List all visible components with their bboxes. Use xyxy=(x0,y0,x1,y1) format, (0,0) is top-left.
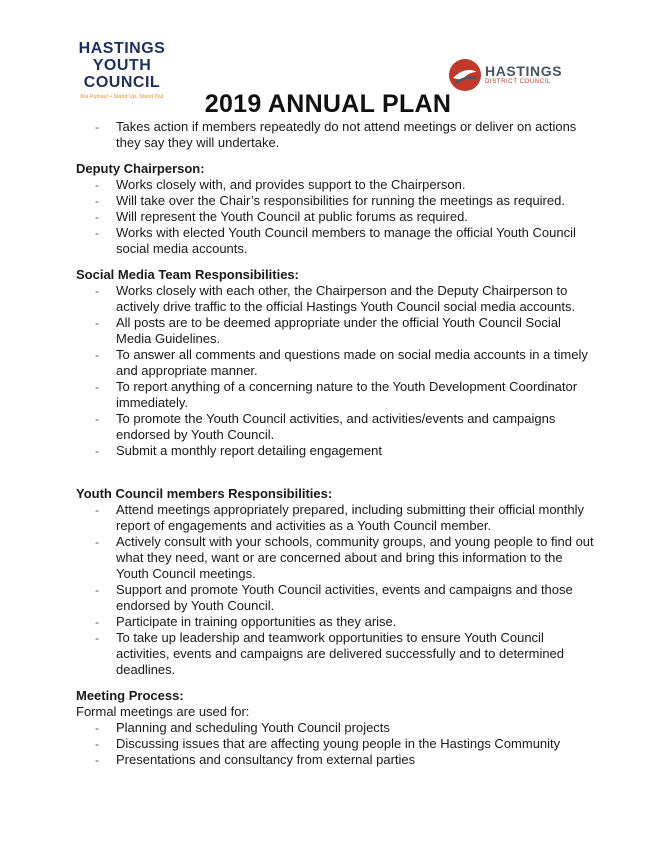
youth-council-members-heading: Youth Council members Responsibilities: xyxy=(76,486,333,501)
meeting-process-intro: Formal meetings are used for: xyxy=(76,704,250,719)
list-item: - To report anything of a concerning nature to the Youth Development Coordinator immediately. xyxy=(95,379,578,410)
logo-line-3: COUNCIL xyxy=(83,74,161,91)
document-body xyxy=(76,119,596,768)
deputy-chairperson-list xyxy=(76,177,596,257)
meeting-process-heading: Meeting Process: xyxy=(76,688,184,703)
list-item: - Submit a monthly report detailing engagement xyxy=(95,443,382,458)
list-item: - Takes action if members repeatedly do not attend meetings or deliver on actions they say they will undertake. xyxy=(95,119,577,150)
logo-line-1: HASTINGS xyxy=(78,40,166,57)
list-item: - To answer all comments and questions made on social media accounts in a timely and appropriate manner. xyxy=(95,347,588,378)
logo-tagline: Kia Pumau! • Stand Up, Stand Out xyxy=(80,94,164,100)
social-media-team-heading: Social Media Team Responsibilities: xyxy=(76,267,299,282)
social-media-team-list xyxy=(76,283,596,459)
list-item: - Will represent the Youth Council at public forums as required. xyxy=(95,209,468,224)
list-item: - Works closely with, and provides support to the Chairperson. xyxy=(95,177,466,192)
list-item: - Planning and scheduling Youth Council projects xyxy=(95,720,390,735)
list-item: - Works with elected Youth Council members to manage the official Youth Council social media accounts. xyxy=(95,225,576,256)
youth-council-members-list xyxy=(76,502,596,678)
logo-line-2: YOUTH xyxy=(92,57,152,74)
list-item: - To promote the Youth Council activities, and activities/events and campaigns endorsed by Youth Council. xyxy=(95,411,556,442)
list-item: - Attend meetings appropriately prepared, including submitting their official monthly report of engagements and activities as a Youth Council member. xyxy=(95,502,585,533)
list-item: - Will take over the Chair’s responsibilities for running the meetings as required. xyxy=(95,193,565,208)
list-item: - Actively consult with your schools, community groups, and young people to find out what they need, want or are concerned about and bring this information to the Youth Council meetings. xyxy=(95,534,594,581)
hdc-subtitle: DISTRICT COUNCIL xyxy=(485,79,551,85)
meeting-process-list xyxy=(76,720,596,768)
hdc-emblem-icon xyxy=(448,58,482,92)
list-item: - Participate in training opportunities as they arise. xyxy=(95,614,397,629)
list-item: - Support and promote Youth Council activities, events and campaigns and those endorsed by Youth Council. xyxy=(95,582,573,613)
hdc-name: HASTINGS xyxy=(485,63,563,79)
continuation-list xyxy=(76,119,596,151)
page-title: 2019 ANNUAL PLAN xyxy=(204,90,452,118)
list-item: - Works closely with each other, the Chairperson and the Deputy Chairperson to actively drive traffic to the official Hastings Youth Council social media accounts. xyxy=(95,283,576,314)
deputy-chairperson-heading: Deputy Chairperson: xyxy=(76,161,205,176)
list-item: - Presentations and consultancy from external parties xyxy=(95,752,416,767)
list-item: - All posts are to be deemed appropriate under the official Youth Council Social Media Guidelines. xyxy=(95,315,561,346)
hastings-district-council-logo xyxy=(448,57,562,93)
list-item: - To take up leadership and teamwork opportunities to ensure Youth Council activities, events and campaigns are delivered successfully and to determined deadlines. xyxy=(95,630,565,677)
list-item: - Discussing issues that are affecting young people in the Hastings Community xyxy=(95,736,561,751)
